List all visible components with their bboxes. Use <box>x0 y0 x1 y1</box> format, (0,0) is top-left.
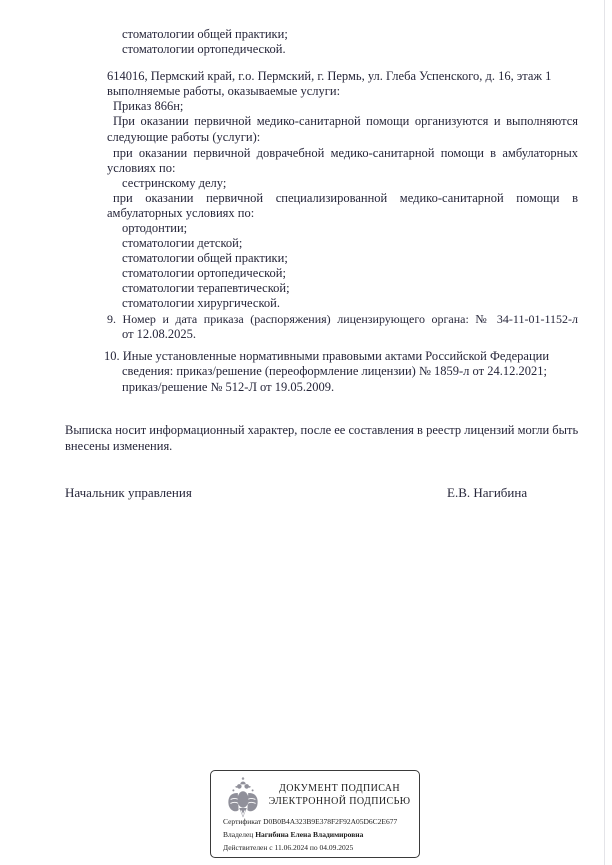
text-line: 614016, Пермский край, г.о. Пермский, г. Пермь, ул. Глеба Успенского, д. 16, этаж 1 <box>107 69 552 83</box>
validity-line: Действителен с 11.06.2024 по 04.09.2025 <box>223 843 354 852</box>
certificate-value: D0B0B4A323B9E378F2F92A05D6C2E677 <box>263 817 398 826</box>
digital-signature-stamp <box>210 770 420 858</box>
text-line: амбулаторных условиях по: <box>107 206 255 220</box>
stamp-title <box>266 782 413 808</box>
stamp-title-line2: ЭЛЕКТРОННОЙ ПОДПИСЬЮ <box>268 796 411 807</box>
text-line: приказ/решение № 512-Л от 19.05.2009. <box>122 380 335 394</box>
certificate-line <box>223 815 413 828</box>
text-line: сведения: приказ/решение (переоформление лицензии) № 1859-л от 24.12.2021; <box>122 364 547 378</box>
text-line: при оказании первичной доврачебной медико-санитарной помощи в амбулаторных <box>113 146 578 160</box>
text-line: следующие работы (услуги): <box>107 130 261 144</box>
signatory-name: Е.В. Нагибина <box>447 485 528 500</box>
text-line: стоматологии общей практики; <box>122 251 288 265</box>
text-line: при оказании первичной специализированной медико-санитарной помощи в <box>113 191 578 205</box>
certificate-label: Сертификат <box>223 817 262 826</box>
text-line: стоматологии ортопедической; <box>122 266 286 280</box>
text-line: выполняемые работы, оказываемые услуги: <box>107 84 341 98</box>
text-line: условиях по: <box>107 161 176 175</box>
page-edge-line <box>604 0 605 865</box>
text-line: стоматологии хирургической. <box>122 296 280 310</box>
text-line: от 12.08.2025. <box>122 327 197 341</box>
stamp-info <box>223 815 413 854</box>
owner-label: Владелец <box>223 830 254 839</box>
text-line: При оказании первичной медико-санитарной помощи организуются и выполняются <box>113 114 578 128</box>
text-line: стоматологии терапевтической; <box>122 281 290 295</box>
text-line: сестринскому делу; <box>122 176 227 190</box>
signatory-title: Начальник управления <box>65 485 192 500</box>
text-line: стоматологии детской; <box>122 236 243 250</box>
owner-value: Нагибина Елена Владимировна <box>255 830 364 839</box>
text-line: стоматологии ортопедической. <box>122 42 286 56</box>
stamp-title-line1: ДОКУМЕНТ ПОДПИСАН <box>278 783 401 794</box>
text-line: Приказ 866н; <box>113 99 184 113</box>
text-line: стоматологии общей практики; <box>122 27 288 41</box>
text-line: 10. Иные установленные нормативными правовыми актами Российской Федерации <box>104 349 550 363</box>
owner-line <box>223 828 413 841</box>
text-line: Выписка носит информационный характер, после ее составления в реестр лицензий могли быть <box>65 423 579 437</box>
text-line: ортодонтии; <box>122 221 188 235</box>
text-line: 9. Номер и дата приказа (распоряжения) лицензирующего органа: № 34-11-01-1152-л <box>107 312 578 326</box>
text-line: внесены изменения. <box>65 439 173 453</box>
